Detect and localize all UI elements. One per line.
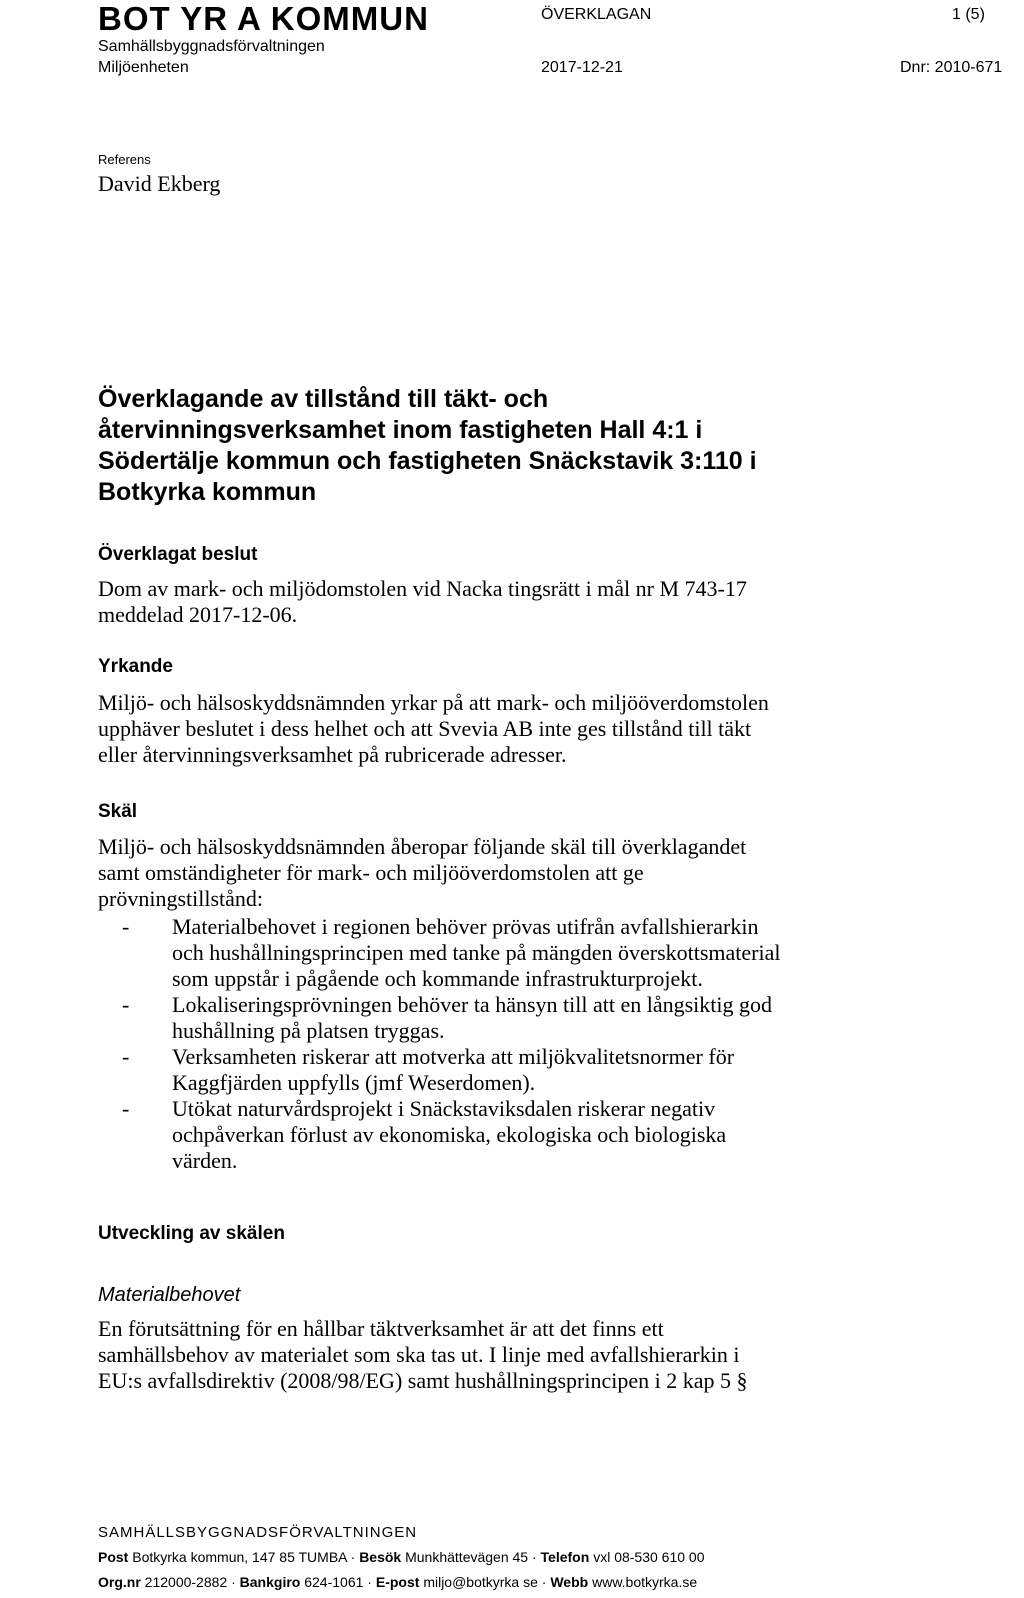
footer-visit-value: Munkhättevägen 45 — [405, 1549, 529, 1565]
reference-name: David Ekberg — [98, 171, 221, 196]
footer-post-label: Post — [98, 1549, 129, 1565]
footer-email-label: E-post — [375, 1574, 420, 1590]
bullet-dash: - — [122, 992, 130, 1017]
department-name: Samhällsbyggnadsförvaltningen — [98, 38, 325, 55]
footer-phone-label: Telefon — [540, 1549, 590, 1565]
bullet-dash: - — [122, 914, 130, 939]
list-item-line: hushållning på platsen tryggas. — [172, 1018, 445, 1043]
list-item — [98, 914, 781, 992]
title-line: Överklagande av tillstånd till täkt- och — [98, 385, 549, 413]
body-line: Miljö- och hälsoskyddsnämnden yrkar på att mark- och miljööverdomstolen — [98, 690, 769, 715]
body-line: prövningstillstånd: — [98, 886, 263, 911]
list-item-line: Lokaliseringsprövningen behöver ta hänsyn till att en långsiktig god — [172, 992, 772, 1017]
list-item — [98, 1096, 781, 1174]
footer-post-value: Botkyrka kommun, 147 85 TUMBA — [132, 1549, 347, 1565]
section-heading-beslut: Överklagat beslut — [98, 544, 258, 565]
section-body-yrkande — [98, 690, 769, 768]
title-line: återvinningsverksamhet inom fastigheten Hall 4:1 i — [98, 416, 703, 444]
list-item — [98, 992, 781, 1044]
list-item — [98, 1044, 781, 1096]
list-item-line: Utökat naturvårdsprojekt i Snäckstaviksdalen riskerar negativ — [172, 1096, 716, 1121]
footer-web-label: Webb — [550, 1574, 589, 1590]
list-item-line: Materialbehovet i regionen behöver prövas utifrån avfallshierarkin — [172, 914, 759, 939]
body-line: eller återvinningsverksamhet på rubricerade adresser. — [98, 742, 567, 767]
list-item-line: och hushållningsprincipen med tanke på mängden överskottsmaterial — [172, 940, 781, 965]
footer-phone-value: vxl 08-530 610 00 — [593, 1549, 705, 1565]
body-line: Miljö- och hälsoskyddsnämnden åberopar följande skäl till överklagandet — [98, 834, 747, 859]
footer-bankgiro-label: Bankgiro — [239, 1574, 301, 1590]
section-heading-utveckling: Utveckling av skälen — [98, 1223, 285, 1244]
footer-contact-line — [98, 1574, 697, 1590]
unit-name: Miljöenheten — [98, 59, 189, 76]
footer-contact-line — [98, 1549, 705, 1565]
footer-separator: · — [231, 1574, 236, 1590]
footer-separator: · — [541, 1574, 547, 1590]
list-item-line: Verksamheten riskerar att motverka att miljökvalitetsnormer för — [172, 1044, 735, 1069]
page-number: 1 (5) — [952, 6, 985, 23]
list-item-line: ochpåverkan förlust av ekonomiska, ekologiska och biologiska — [172, 1122, 727, 1147]
footer-web-value[interactable]: www.botkyrka.se — [592, 1574, 698, 1590]
body-line: En förutsättning för en hållbar täktverksamhet är att det finns ett — [98, 1316, 664, 1341]
body-line: samt omständigheter för mark- och miljööverdomstolen att ge — [98, 860, 644, 885]
body-line: EU:s avfallsdirektiv (2008/98/EG) samt hushållningsprincipen i 2 kap 5 § — [98, 1368, 748, 1393]
title-line: Södertälje kommun och fastigheten Snäckstavik 3:110 i — [98, 447, 757, 475]
footer-title: SAMHÄLLSBYGGNADSFÖRVALTNINGEN — [98, 1524, 418, 1541]
list-item-line: Kaggfjärden uppfylls (jmf Weserdomen). — [172, 1070, 536, 1095]
footer-org-label: Org.nr — [98, 1574, 141, 1590]
bullet-dash: - — [122, 1096, 130, 1121]
document-title — [98, 384, 757, 508]
diary-number: Dnr: 2010-671 — [900, 59, 1003, 76]
footer-org-value: 212000-2882 — [144, 1574, 228, 1590]
footer-separator: · — [367, 1574, 372, 1590]
reference-label: Referens — [98, 152, 151, 167]
footer-separator: · — [531, 1549, 537, 1565]
subheading-materialbehovet: Materialbehovet — [98, 1284, 241, 1306]
reasons-list — [98, 914, 781, 1174]
body-line: upphäver beslutet i dess helhet och att Svevia AB inte ges tillstånd till täkt — [98, 716, 752, 741]
footer-separator: · — [350, 1549, 356, 1565]
list-item-line: värden. — [172, 1148, 238, 1173]
footer-email-value[interactable]: miljo@botkyrka se — [423, 1574, 538, 1590]
title-line: Botkyrka kommun — [98, 478, 317, 506]
body-line: Dom av mark- och miljödomstolen vid Nacka tingsrätt i mål nr M 743-17 — [98, 576, 747, 601]
section-body-materialbehovet — [98, 1316, 748, 1394]
list-item-line: som uppstår i pågående och kommande infrastrukturprojekt. — [172, 966, 703, 991]
organization-logo-text: BOT YR A KOMMUN — [98, 0, 429, 37]
footer-bankgiro-value: 624-1061 — [304, 1574, 364, 1590]
bullet-dash: - — [122, 1044, 130, 1069]
section-heading-yrkande: Yrkande — [98, 656, 173, 677]
footer-visit-label: Besök — [359, 1549, 402, 1565]
body-line: meddelad 2017-12-06. — [98, 602, 298, 627]
section-body-skal — [98, 834, 746, 912]
document-date: 2017-12-21 — [541, 59, 623, 76]
body-line: samhällsbehov av materialet som ska tas ut. I linje med avfallshierarkin i — [98, 1342, 740, 1367]
section-heading-skal: Skäl — [98, 801, 138, 822]
section-body-beslut — [98, 576, 747, 628]
document-type: ÖVERKLAGAN — [541, 6, 652, 23]
